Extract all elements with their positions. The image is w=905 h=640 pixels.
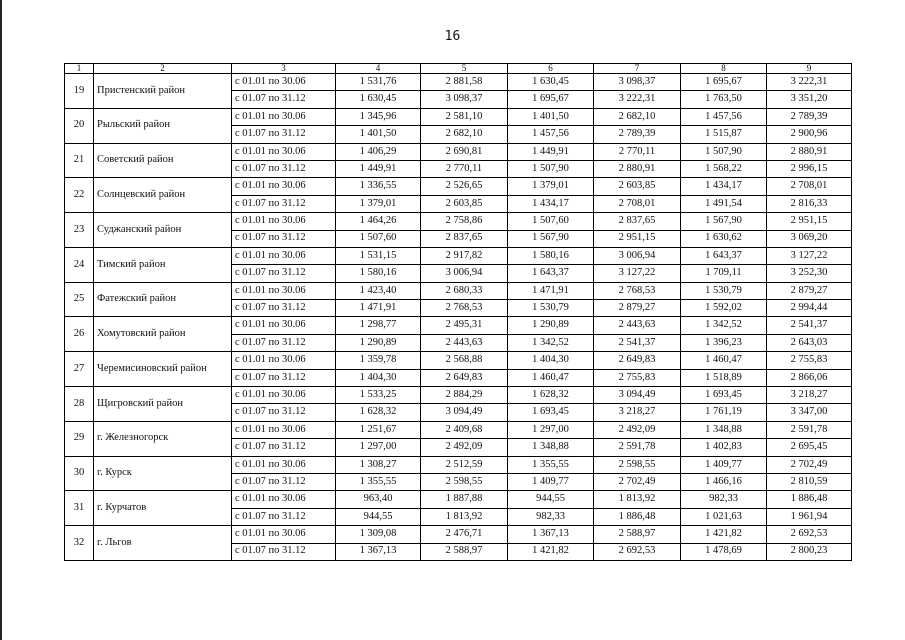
table-row	[65, 108, 852, 125]
value-cell: 1 409,77	[508, 473, 594, 490]
value-cell: 2 588,97	[594, 526, 681, 543]
value-cell: 1 251,67	[336, 421, 421, 438]
value-cell: 1 406,29	[336, 143, 421, 160]
table-row	[65, 387, 852, 404]
column-header: 7	[594, 64, 681, 74]
value-cell: 1 379,01	[508, 178, 594, 195]
column-header: 6	[508, 64, 594, 74]
value-cell: 1 449,91	[336, 160, 421, 177]
value-cell: 1 709,11	[681, 265, 767, 282]
period-cell: с 01.07 по 31.12	[232, 160, 336, 177]
value-cell: 2 951,15	[594, 230, 681, 247]
value-cell: 1 471,91	[336, 300, 421, 317]
value-cell: 3 127,22	[594, 265, 681, 282]
table-row	[65, 456, 852, 473]
value-cell: 1 367,13	[508, 526, 594, 543]
value-cell: 2 768,53	[421, 300, 508, 317]
value-cell: 2 837,65	[594, 213, 681, 230]
period-cell: с 01.01 по 30.06	[232, 282, 336, 299]
value-cell: 1 359,78	[336, 352, 421, 369]
value-cell: 1 530,79	[508, 300, 594, 317]
value-cell: 2 588,97	[421, 543, 508, 560]
value-cell: 1 409,77	[681, 456, 767, 473]
value-cell: 1 434,17	[508, 195, 594, 212]
period-cell: с 01.01 по 30.06	[232, 456, 336, 473]
value-cell: 2 702,49	[594, 473, 681, 490]
value-cell: 1 355,55	[336, 473, 421, 490]
value-cell: 1 402,83	[681, 439, 767, 456]
period-cell: с 01.07 по 31.12	[232, 404, 336, 421]
value-cell: 3 218,27	[594, 404, 681, 421]
table-row	[65, 282, 852, 299]
district-name: г. Льгов	[94, 526, 232, 561]
value-cell: 2 603,85	[421, 195, 508, 212]
value-cell: 2 649,83	[421, 369, 508, 386]
value-cell: 1 507,60	[508, 213, 594, 230]
period-cell: с 01.01 по 30.06	[232, 317, 336, 334]
page-number: 16	[444, 29, 461, 44]
district-name: Рыльский район	[94, 108, 232, 143]
period-cell: с 01.07 по 31.12	[232, 300, 336, 317]
value-cell: 2 409,68	[421, 421, 508, 438]
table-row	[65, 491, 852, 508]
column-header: 1	[65, 64, 94, 74]
district-name: Пристенский район	[94, 74, 232, 109]
value-cell: 1 423,40	[336, 282, 421, 299]
table-row	[65, 213, 852, 230]
period-cell: с 01.01 по 30.06	[232, 387, 336, 404]
value-cell: 3 222,31	[767, 74, 852, 91]
value-cell: 2 476,71	[421, 526, 508, 543]
value-cell: 1 761,19	[681, 404, 767, 421]
value-cell: 2 443,63	[594, 317, 681, 334]
value-cell: 2 879,27	[594, 300, 681, 317]
value-cell: 1 961,94	[767, 508, 852, 525]
value-cell: 2 682,10	[421, 126, 508, 143]
table-row	[65, 317, 852, 334]
value-cell: 1 396,23	[681, 334, 767, 351]
value-cell: 944,55	[336, 508, 421, 525]
value-cell: 1 348,88	[681, 421, 767, 438]
value-cell: 1 643,37	[681, 247, 767, 264]
district-name: г. Курск	[94, 456, 232, 491]
value-cell: 1 404,30	[336, 369, 421, 386]
value-cell: 1 345,96	[336, 108, 421, 125]
value-cell: 1 404,30	[508, 352, 594, 369]
value-cell: 1 813,92	[594, 491, 681, 508]
value-cell: 2 603,85	[594, 178, 681, 195]
value-cell: 1 531,76	[336, 74, 421, 91]
value-cell: 1 342,52	[681, 317, 767, 334]
value-cell: 1 580,16	[336, 265, 421, 282]
period-cell: с 01.07 по 31.12	[232, 265, 336, 282]
value-cell: 3 069,20	[767, 230, 852, 247]
value-cell: 1 355,55	[508, 456, 594, 473]
value-cell: 1 449,91	[508, 143, 594, 160]
period-cell: с 01.07 по 31.12	[232, 91, 336, 108]
period-cell: с 01.07 по 31.12	[232, 334, 336, 351]
value-cell: 3 094,49	[594, 387, 681, 404]
page-left-edge	[0, 0, 2, 640]
value-cell: 2 879,27	[767, 282, 852, 299]
value-cell: 1 309,08	[336, 526, 421, 543]
value-cell: 2 492,09	[421, 439, 508, 456]
value-cell: 1 466,16	[681, 473, 767, 490]
row-number: 25	[65, 282, 94, 317]
value-cell: 2 581,10	[421, 108, 508, 125]
value-cell: 944,55	[508, 491, 594, 508]
row-number: 29	[65, 421, 94, 456]
table-row	[65, 143, 852, 160]
value-cell: 1 336,55	[336, 178, 421, 195]
district-name: Хомутовский район	[94, 317, 232, 352]
value-cell: 2 526,65	[421, 178, 508, 195]
value-cell: 2 541,37	[767, 317, 852, 334]
value-cell: 2 541,37	[594, 334, 681, 351]
period-cell: с 01.07 по 31.12	[232, 230, 336, 247]
value-cell: 2 692,53	[767, 526, 852, 543]
value-cell: 2 770,11	[594, 143, 681, 160]
row-number: 30	[65, 456, 94, 491]
row-number: 19	[65, 74, 94, 109]
value-cell: 2 495,31	[421, 317, 508, 334]
value-cell: 2 800,23	[767, 543, 852, 560]
value-cell: 1 421,82	[681, 526, 767, 543]
value-cell: 2 880,91	[767, 143, 852, 160]
value-cell: 2 770,11	[421, 160, 508, 177]
value-cell: 2 702,49	[767, 456, 852, 473]
value-cell: 1 695,67	[508, 91, 594, 108]
period-cell: с 01.01 по 30.06	[232, 352, 336, 369]
value-cell: 1 568,22	[681, 160, 767, 177]
district-name: Щигровский район	[94, 387, 232, 422]
table-row	[65, 74, 852, 91]
value-cell: 3 351,20	[767, 91, 852, 108]
value-cell: 2 789,39	[767, 108, 852, 125]
value-cell: 1 628,32	[336, 404, 421, 421]
value-cell: 2 649,83	[594, 352, 681, 369]
value-cell: 2 591,78	[594, 439, 681, 456]
row-number: 20	[65, 108, 94, 143]
value-cell: 1 886,48	[594, 508, 681, 525]
value-cell: 3 006,94	[594, 247, 681, 264]
period-cell: с 01.01 по 30.06	[232, 247, 336, 264]
district-name: г. Курчатов	[94, 491, 232, 526]
value-cell: 3 094,49	[421, 404, 508, 421]
value-cell: 1 367,13	[336, 543, 421, 560]
value-cell: 1 290,89	[336, 334, 421, 351]
period-cell: с 01.01 по 30.06	[232, 491, 336, 508]
period-cell: с 01.01 по 30.06	[232, 143, 336, 160]
period-cell: с 01.07 по 31.12	[232, 543, 336, 560]
value-cell: 1 533,25	[336, 387, 421, 404]
value-cell: 3 098,37	[594, 74, 681, 91]
value-cell: 1 695,67	[681, 74, 767, 91]
value-cell: 1 531,15	[336, 247, 421, 264]
value-cell: 2 568,88	[421, 352, 508, 369]
value-cell: 1 457,56	[681, 108, 767, 125]
value-cell: 2 816,33	[767, 195, 852, 212]
row-number: 27	[65, 352, 94, 387]
value-cell: 1 460,47	[508, 369, 594, 386]
value-cell: 1 021,63	[681, 508, 767, 525]
value-cell: 2 708,01	[594, 195, 681, 212]
value-cell: 1 507,90	[508, 160, 594, 177]
value-cell: 2 768,53	[594, 282, 681, 299]
value-cell: 1 813,92	[421, 508, 508, 525]
row-number: 24	[65, 247, 94, 282]
value-cell: 982,33	[508, 508, 594, 525]
value-cell: 2 512,59	[421, 456, 508, 473]
value-cell: 1 290,89	[508, 317, 594, 334]
row-number: 31	[65, 491, 94, 526]
column-header: 9	[767, 64, 852, 74]
period-cell: с 01.01 по 30.06	[232, 108, 336, 125]
value-cell: 3 347,00	[767, 404, 852, 421]
tariff-table-body	[65, 74, 852, 561]
tariff-table	[64, 63, 852, 561]
period-cell: с 01.01 по 30.06	[232, 526, 336, 543]
value-cell: 2 881,58	[421, 74, 508, 91]
district-name: Солнцевский район	[94, 178, 232, 213]
column-number-row	[65, 64, 852, 74]
value-cell: 2 900,96	[767, 126, 852, 143]
value-cell: 2 755,83	[767, 352, 852, 369]
value-cell: 1 567,90	[508, 230, 594, 247]
value-cell: 3 098,37	[421, 91, 508, 108]
row-number: 23	[65, 213, 94, 248]
value-cell: 1 297,00	[336, 439, 421, 456]
value-cell: 1 471,91	[508, 282, 594, 299]
value-cell: 1 887,88	[421, 491, 508, 508]
value-cell: 1 379,01	[336, 195, 421, 212]
column-header: 3	[232, 64, 336, 74]
value-cell: 2 810,59	[767, 473, 852, 490]
value-cell: 2 591,78	[767, 421, 852, 438]
value-cell: 1 401,50	[336, 126, 421, 143]
value-cell: 2 866,06	[767, 369, 852, 386]
period-cell: с 01.07 по 31.12	[232, 439, 336, 456]
district-name: г. Железногорск	[94, 421, 232, 456]
value-cell: 1 630,45	[336, 91, 421, 108]
value-cell: 2 643,03	[767, 334, 852, 351]
value-cell: 1 643,37	[508, 265, 594, 282]
value-cell: 2 598,55	[594, 456, 681, 473]
column-header: 4	[336, 64, 421, 74]
value-cell: 2 917,82	[421, 247, 508, 264]
value-cell: 1 693,45	[681, 387, 767, 404]
district-name: Советский район	[94, 143, 232, 178]
value-cell: 3 218,27	[767, 387, 852, 404]
row-number: 21	[65, 143, 94, 178]
value-cell: 1 457,56	[508, 126, 594, 143]
period-cell: с 01.07 по 31.12	[232, 126, 336, 143]
value-cell: 1 628,32	[508, 387, 594, 404]
value-cell: 1 434,17	[681, 178, 767, 195]
value-cell: 2 692,53	[594, 543, 681, 560]
period-cell: с 01.07 по 31.12	[232, 508, 336, 525]
value-cell: 1 348,88	[508, 439, 594, 456]
value-cell: 2 492,09	[594, 421, 681, 438]
row-number: 32	[65, 526, 94, 561]
value-cell: 2 880,91	[594, 160, 681, 177]
value-cell: 1 592,02	[681, 300, 767, 317]
value-cell: 1 507,60	[336, 230, 421, 247]
value-cell: 1 507,90	[681, 143, 767, 160]
value-cell: 2 690,81	[421, 143, 508, 160]
period-cell: с 01.07 по 31.12	[232, 195, 336, 212]
period-cell: с 01.07 по 31.12	[232, 473, 336, 490]
value-cell: 1 297,00	[508, 421, 594, 438]
row-number: 28	[65, 387, 94, 422]
value-cell: 1 693,45	[508, 404, 594, 421]
value-cell: 2 837,65	[421, 230, 508, 247]
value-cell: 2 884,29	[421, 387, 508, 404]
value-cell: 1 298,77	[336, 317, 421, 334]
district-name: Черемисиновский район	[94, 352, 232, 387]
value-cell: 1 401,50	[508, 108, 594, 125]
period-cell: с 01.07 по 31.12	[232, 369, 336, 386]
value-cell: 2 680,33	[421, 282, 508, 299]
value-cell: 3 252,30	[767, 265, 852, 282]
value-cell: 2 994,44	[767, 300, 852, 317]
value-cell: 3 127,22	[767, 247, 852, 264]
value-cell: 3 222,31	[594, 91, 681, 108]
value-cell: 2 682,10	[594, 108, 681, 125]
value-cell: 1 342,52	[508, 334, 594, 351]
value-cell: 2 951,15	[767, 213, 852, 230]
period-cell: с 01.01 по 30.06	[232, 74, 336, 91]
value-cell: 2 708,01	[767, 178, 852, 195]
value-cell: 1 530,79	[681, 282, 767, 299]
value-cell: 2 755,83	[594, 369, 681, 386]
value-cell: 1 491,54	[681, 195, 767, 212]
value-cell: 1 515,87	[681, 126, 767, 143]
district-name: Суджанский район	[94, 213, 232, 248]
row-number: 22	[65, 178, 94, 213]
value-cell: 2 443,63	[421, 334, 508, 351]
period-cell: с 01.01 по 30.06	[232, 421, 336, 438]
value-cell: 2 598,55	[421, 473, 508, 490]
district-name: Фатежский район	[94, 282, 232, 317]
value-cell: 2 695,45	[767, 439, 852, 456]
table-row	[65, 247, 852, 264]
period-cell: с 01.01 по 30.06	[232, 178, 336, 195]
table-row	[65, 178, 852, 195]
value-cell: 1 580,16	[508, 247, 594, 264]
column-header: 8	[681, 64, 767, 74]
table-row	[65, 421, 852, 438]
value-cell: 1 518,89	[681, 369, 767, 386]
district-name: Тимский район	[94, 247, 232, 282]
value-cell: 1 630,62	[681, 230, 767, 247]
value-cell: 2 996,15	[767, 160, 852, 177]
value-cell: 2 789,39	[594, 126, 681, 143]
period-cell: с 01.01 по 30.06	[232, 213, 336, 230]
value-cell: 1 630,45	[508, 74, 594, 91]
value-cell: 1 886,48	[767, 491, 852, 508]
value-cell: 982,33	[681, 491, 767, 508]
value-cell: 1 464,26	[336, 213, 421, 230]
value-cell: 1 308,27	[336, 456, 421, 473]
table-row	[65, 526, 852, 543]
column-header: 5	[421, 64, 508, 74]
value-cell: 1 460,47	[681, 352, 767, 369]
value-cell: 963,40	[336, 491, 421, 508]
table-row	[65, 352, 852, 369]
value-cell: 3 006,94	[421, 265, 508, 282]
column-header: 2	[94, 64, 232, 74]
value-cell: 1 421,82	[508, 543, 594, 560]
value-cell: 1 763,50	[681, 91, 767, 108]
value-cell: 1 478,69	[681, 543, 767, 560]
row-number: 26	[65, 317, 94, 352]
value-cell: 2 758,86	[421, 213, 508, 230]
value-cell: 1 567,90	[681, 213, 767, 230]
